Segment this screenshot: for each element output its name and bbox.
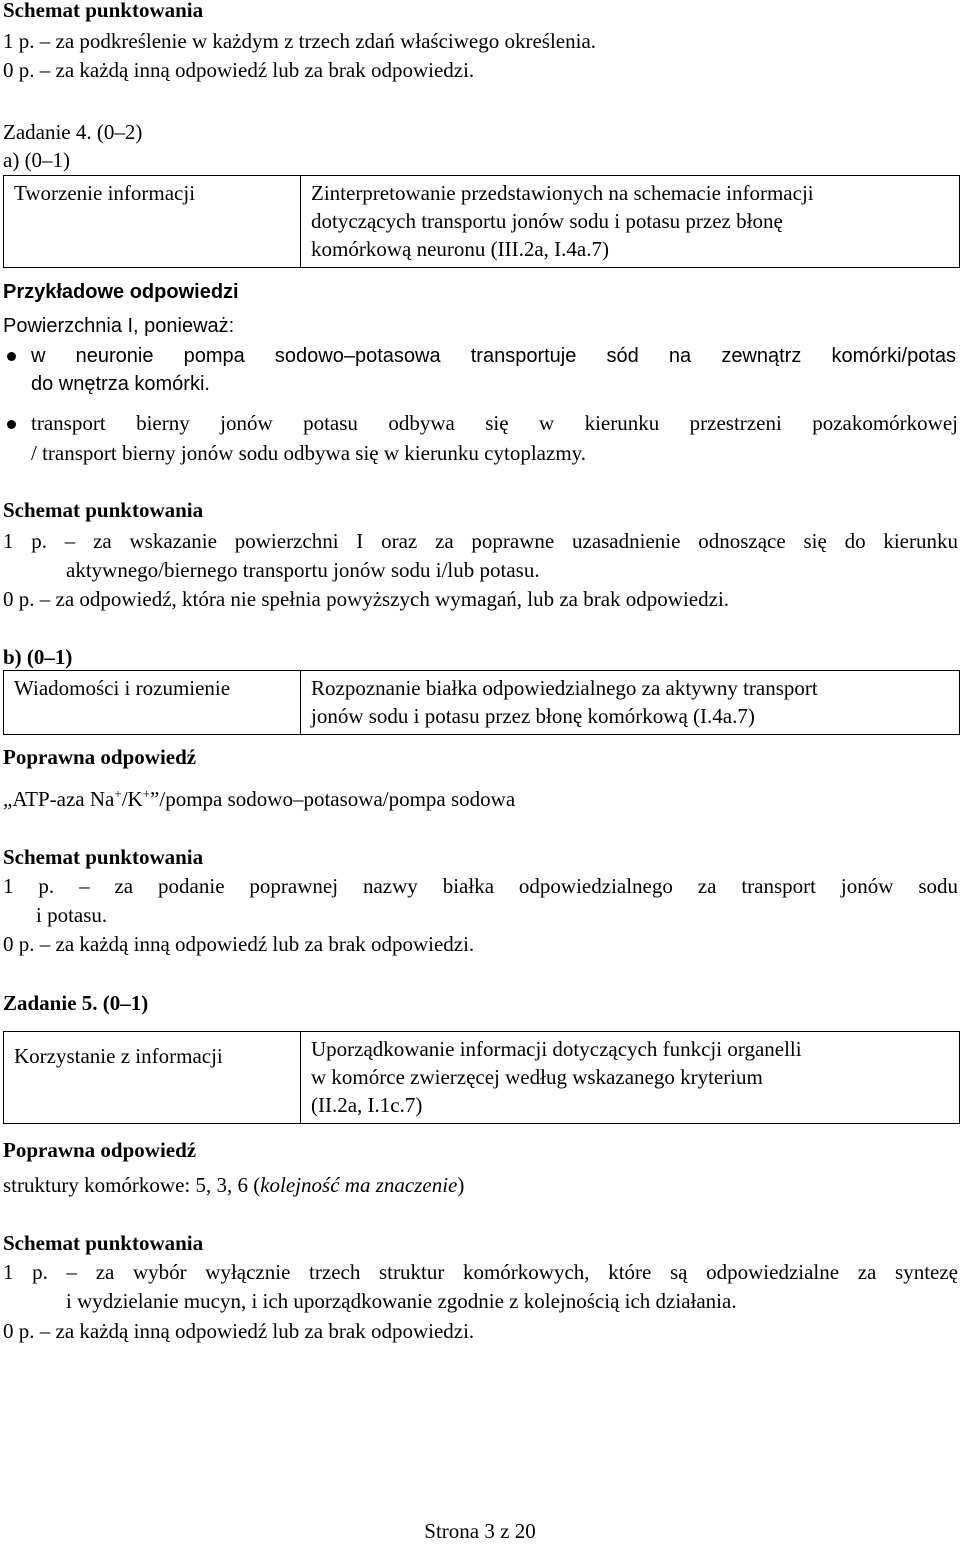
- answer-part: /K: [121, 787, 143, 811]
- skill-cell: [4, 671, 301, 735]
- answer-text: [3, 786, 515, 813]
- scoring-rule-0: 0 p. – za każdą inną odpowiedź lub za brak odpowiedzi.: [3, 1319, 475, 1343]
- scoring-rule-0: 0 p. – za każdą inną odpowiedź lub za brak odpowiedzi.: [3, 58, 475, 82]
- requirement-cell: [301, 1032, 960, 1124]
- scoring-heading: Schemat punktowania: [3, 498, 204, 522]
- answers-heading: Przykładowe odpowiedzi: [3, 281, 239, 303]
- requirement-line: Zinterpretowanie przedstawionych na schemacie informacji: [311, 181, 814, 205]
- scoring-rule-1-cont: i potasu.: [36, 903, 108, 927]
- page-number: Strona 3 z 20: [424, 1519, 536, 1543]
- requirement-line: Rozpoznanie białka odpowiedzialnego za aktywny transport: [311, 676, 818, 700]
- requirement-line: dotyczących transportu jonów sodu i potasu przez błonę: [311, 209, 783, 233]
- scoring-rule-1: 1 p. – za wskazanie powierzchni I oraz za poprawne uzasadnienie odnoszące się do kierunku: [3, 529, 958, 553]
- bullet-icon: [7, 420, 16, 429]
- scoring-heading: Schemat punktowania: [3, 1231, 204, 1255]
- requirement-line: jonów sodu i potasu przez błonę komórkową (I.4a.7): [311, 704, 755, 728]
- task4a-requirement-table: [3, 175, 960, 268]
- scoring-rule-1-cont: aktywnego/biernego transportu jonów sodu i/lub potasu.: [66, 558, 540, 582]
- answer-part: „ATP-aza Na: [3, 787, 115, 811]
- requirement-cell: [301, 671, 960, 735]
- scoring-rule-1: 1 p. – za podanie poprawnej nazwy białka odpowiedzialnego za transport jonów sodu: [3, 874, 958, 898]
- task5-requirement-table: [3, 1031, 960, 1124]
- answer-note: kolejność ma znaczenie: [260, 1173, 458, 1197]
- skill-cell: [4, 176, 301, 268]
- scoring-heading: Schemat punktowania: [3, 845, 204, 869]
- superscript: +: [142, 786, 151, 801]
- skill-cell: [4, 1032, 301, 1124]
- answer-part: ): [457, 1173, 465, 1197]
- requirement-cell: [301, 176, 960, 268]
- task4a-label: a) (0–1): [3, 148, 71, 172]
- requirement-line: Uporządkowanie informacji dotyczących funkcji organelli: [311, 1037, 802, 1061]
- requirement-line: (II.2a, I.1c.7): [311, 1093, 423, 1117]
- task4-title: Zadanie 4. (0–2): [3, 120, 143, 144]
- requirement-line: komórkową neuronu (III.2a, I.4a.7): [311, 237, 609, 261]
- skill-label: Korzystanie z informacji: [14, 1044, 223, 1068]
- scoring-rule-0: 0 p. – za odpowiedź, która nie spełnia powyższych wymagań, lub za brak odpowiedzi.: [3, 587, 730, 611]
- task5-title: Zadanie 5. (0–1): [3, 991, 149, 1015]
- answer-part: ”/pompa sodowo–potasowa/pompa sodowa: [150, 787, 516, 811]
- answer-text: [3, 1172, 464, 1199]
- task4b-requirement-table: [3, 670, 960, 735]
- task4b-label: b) (0–1): [3, 645, 73, 669]
- answer-bullet-2: transport bierny jonów potasu odbywa się w kierunku przestrzeni pozakomórkowej: [31, 411, 958, 435]
- superscript: +: [114, 786, 122, 801]
- answer-intro: Powierzchnia I, ponieważ:: [3, 315, 235, 337]
- answer-heading: Poprawna odpowiedź: [3, 1138, 197, 1162]
- answer-bullet-1-cont: do wnętrza komórki.: [31, 373, 210, 395]
- scoring-rule-0: 0 p. – za każdą inną odpowiedź lub za brak odpowiedzi.: [3, 932, 475, 956]
- answer-heading: Poprawna odpowiedź: [3, 745, 197, 769]
- answer-part: struktury komórkowe: 5, 3, 6 (: [3, 1173, 261, 1197]
- skill-label: Wiadomości i rozumienie: [14, 676, 231, 700]
- scoring-heading: Schemat punktowania: [3, 0, 204, 22]
- scoring-rule-1: 1 p. – za wybór wyłącznie trzech struktur komórkowych, które są odpowiedzialne za syntezę: [3, 1260, 958, 1284]
- scoring-rule-1: 1 p. – za podkreślenie w każdym z trzech zdań właściwego określenia.: [3, 29, 597, 53]
- answer-bullet-2-cont: / transport bierny jonów sodu odbywa się w kierunku cytoplazmy.: [31, 441, 587, 465]
- bullet-icon: [7, 352, 16, 361]
- requirement-line: w komórce zwierzęcej według wskazanego kryterium: [311, 1065, 763, 1089]
- answer-bullet-1: w neuronie pompa sodowo–potasowa transportuje sód na zewnątrz komórki/potas: [31, 345, 956, 367]
- scoring-rule-1-cont: i wydzielanie mucyn, i ich uporządkowanie zgodnie z kolejnością ich działania.: [66, 1289, 737, 1313]
- skill-label: Tworzenie informacji: [14, 181, 196, 205]
